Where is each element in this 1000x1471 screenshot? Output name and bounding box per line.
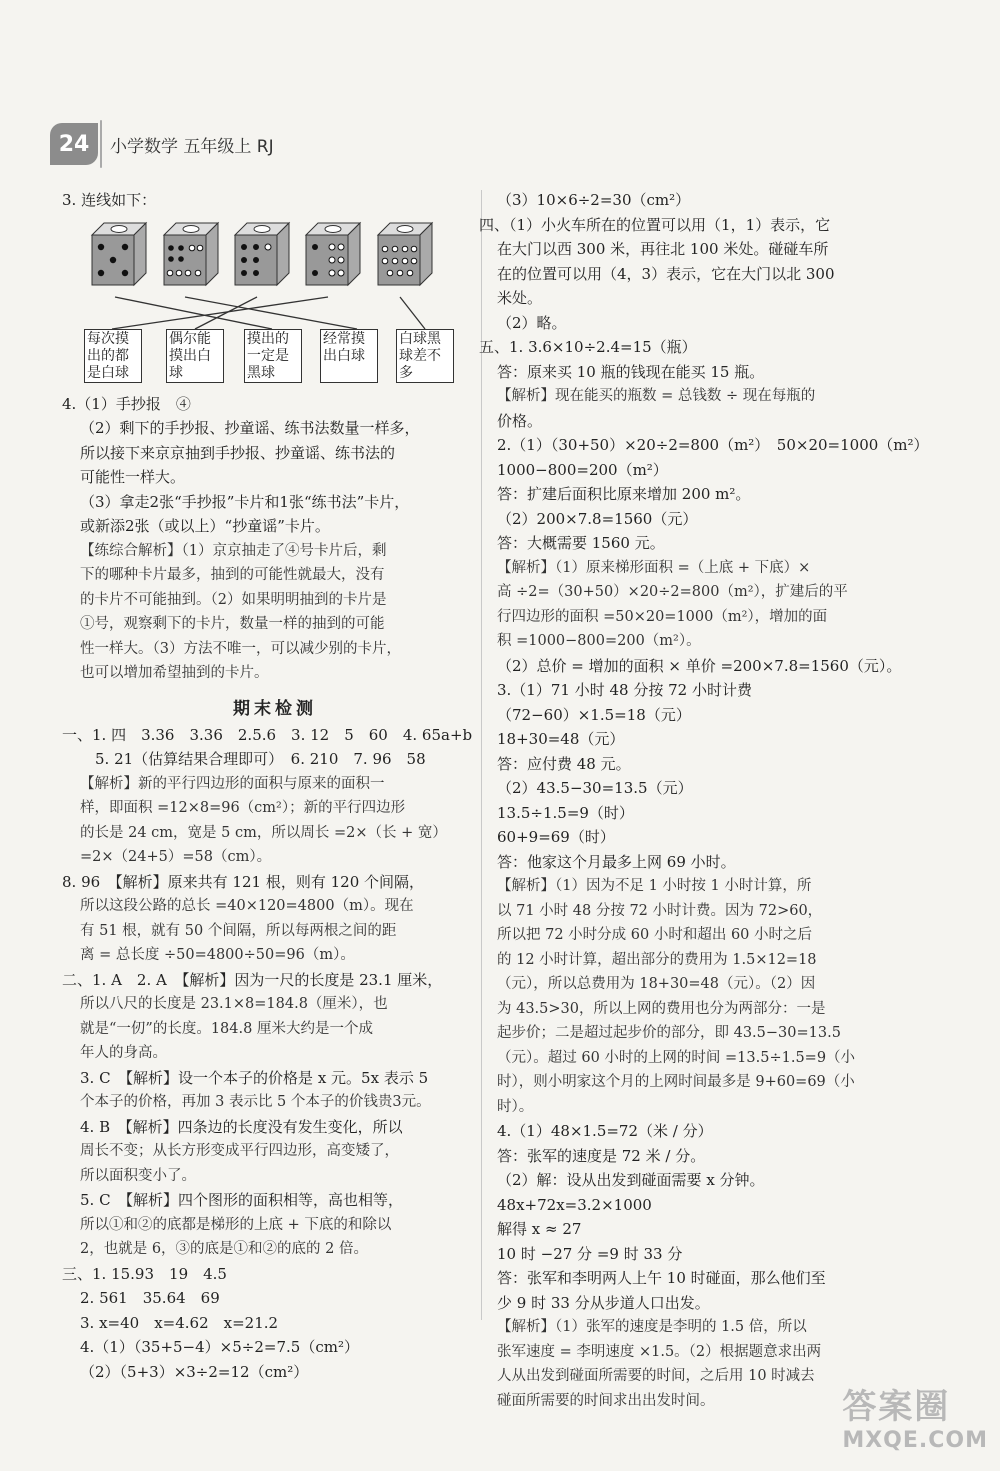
explanation-line: 所以①和②的底都是梯形的上底 + 下底的和除以	[80, 1216, 392, 1233]
header-divider	[100, 120, 102, 168]
text-line: 积 =1000−800=200（m²）。	[497, 633, 701, 649]
text-line: 在大门以西 300 米，再往北 100 米处。碰碰车所	[497, 240, 829, 258]
text-line: 3. x=40 x=4.62 x=21.2	[80, 1313, 279, 1332]
cube-icon	[302, 219, 362, 289]
text-line: 答：应付费 48 元。	[497, 754, 631, 773]
text-line: 所以把 72 小时分成 60 小时和超出 60 小时之后	[497, 927, 813, 943]
text-line: 答：扩建后面积比原来增加 200 m²。	[497, 485, 751, 503]
text-line: （2）（5+3）×3÷2=12（cm²）	[80, 1362, 309, 1381]
outcome-box: 经常摸出白球	[320, 329, 378, 383]
text-line: 价格。	[497, 411, 543, 430]
text-line: 行四边形的面积 =50×20=1000（m²），增加的面	[497, 608, 828, 625]
text-line: 高 ÷2=（30+50）×20÷2=800（m²），扩建后的平	[497, 584, 848, 600]
text-line: 48x+72x=3.2×1000	[497, 1195, 652, 1214]
explanation-line: 周长不变；从长方形变成平行四边形，高变矮了，	[80, 1143, 399, 1159]
q4-answer	[62, 392, 470, 686]
column-divider	[481, 190, 482, 1320]
text-line: 五、1. 3.6×10÷2.4=15（瓶）	[479, 338, 697, 356]
cube-icon	[160, 219, 220, 289]
explanation-line: 的长是 24 cm，宽是 5 cm，所以周长 =2×（长 + 宽）	[80, 824, 447, 841]
text-line: 碰面所需要的时间求出出发时间。	[497, 1392, 715, 1409]
exam-answers	[62, 723, 473, 1385]
section-title: 期末检测	[233, 698, 317, 719]
text-line: 二、1. A 2. A 【解析】因为一尺的长度是 23.1 厘米，	[62, 970, 443, 989]
text-line: 3.（1）71 小时 48 分按 72 小时计费	[497, 681, 752, 699]
text-line: 答：大概需要 1560 元。	[497, 534, 665, 552]
explanation-line: 下的哪种卡片最多，抽到的可能性就最大，没有	[80, 567, 385, 583]
cube-icon	[231, 219, 291, 289]
text-line: 1000−800=200（m²）	[497, 460, 668, 479]
text-line: 的 12 小时计算，超出部分的费用为 1.5×12=18	[497, 951, 817, 968]
text-line: 5. 21（估算结果合理即可） 6. 210 7. 96 58	[80, 750, 426, 768]
explanation-line: 【练综合解析】（1）京京抽走了④号卡片后，剩	[80, 542, 387, 559]
explanation-line: 就是“一仞”的长度。184.8 厘米大约是一个成	[80, 1020, 373, 1037]
text-line: 5. C 【解析】四个图形的面积相等，高也相等，	[80, 1191, 404, 1209]
text-line: 2.（1）（30+50）×20÷2=800（m²） 50×20=1000（m²）	[497, 436, 929, 454]
text-line: 60+9=69（时）	[497, 828, 615, 846]
outcome-box: 摸出的一定是黑球	[244, 329, 302, 383]
text-line: （2）略。	[497, 313, 567, 332]
text-line: （2）解：设从出发到碰面需要 x 分钟。	[497, 1171, 765, 1189]
text-line: 3. C 【解析】设一个本子的价格是 x 元。5x 表示 5	[80, 1068, 429, 1087]
text-line: 所以接下来京京抽到手抄报、抄童谣、练书法的	[80, 443, 396, 462]
cube-icon	[374, 219, 434, 289]
page-header	[50, 122, 274, 166]
text-line: 张军速度 = 李明速度 ×1.5。（2）根据题意求出两	[497, 1343, 822, 1360]
q3-title: 3. 连线如下：	[62, 191, 157, 209]
text-line: 4.（1）手抄报 ④	[62, 394, 191, 413]
text-line: 答：张军和李明两人上午 10 时碰面，那么他们至	[497, 1269, 826, 1287]
text-line: （2）43.5−30=13.5（元）	[497, 779, 693, 797]
cube-icon	[88, 219, 148, 289]
text-line: 8. 96 【解析】原来共有 121 根，则有 120 个间隔，	[62, 872, 425, 891]
explanation-line: 离 = 总长度 ÷50=4800÷50=96（m）。	[80, 947, 355, 963]
watermark-logo-text: 答案圈	[842, 1387, 951, 1427]
text-line: 答：他家这个月最多上网 69 小时。	[497, 852, 736, 871]
outcome-box: 白球黑球差不多	[396, 329, 454, 383]
explanation-line: 样，即面积 =12×8=96（cm²）；新的平行四边形	[80, 800, 406, 816]
explanation-line: 有 51 根，就有 50 个间隔，所以每两根之间的距	[80, 922, 397, 939]
text-line: 【解析】（1）因为不足 1 小时按 1 小时计算，所	[497, 878, 812, 894]
explanation-line: =2×（24+5）=58（cm）。	[80, 849, 272, 865]
text-line: （72−60）×1.5=18（元）	[497, 705, 691, 724]
text-line: 18+30=48（元）	[497, 730, 625, 748]
left-column	[62, 188, 473, 1384]
explanation-line: ①号，观察剩下的卡片，数量一样的抽到的可能	[80, 616, 385, 632]
text-line: 为 43.5>30，所以上网的费用也分为两部分：一是	[497, 1000, 826, 1017]
text-line: 时），则小明家这个月的上网时间最多是 9+60=69（小	[497, 1074, 855, 1090]
explanation-line: 性一样大。（3）方法不唯一，可以减少别的卡片，	[80, 640, 401, 657]
outcome-box: 偶尔能摸出白球	[166, 329, 224, 383]
outcome-box: 每次摸出的都是白球	[84, 329, 142, 383]
text-line: （元）。超过 60 小时的上网的时间 =13.5÷1.5=9（小	[497, 1049, 856, 1066]
text-line: 时）。	[497, 1098, 534, 1115]
text-line: 人从出发到碰面所需要的时间，之后用 10 时减去	[497, 1368, 815, 1384]
text-line: 解得 x ≈ 27	[497, 1220, 582, 1238]
text-line: 【解析】（1）张军的速度是李明的 1.5 倍，所以	[497, 1319, 807, 1335]
text-line: 【解析】（1）原来梯形面积 =（上底 + 下底）×	[497, 559, 811, 576]
watermark-url: MXQE.COM	[842, 1428, 988, 1453]
text-line: 2. 561 35.64 69	[80, 1289, 220, 1307]
text-line: 三、1. 15.93 19 4.5	[62, 1264, 227, 1283]
text-line: 米处。	[497, 289, 543, 307]
text-line: （元），所以总费用为 18+30=48（元）。（2）因	[497, 976, 816, 992]
text-line: 一、1. 四 3.36 3.36 2.5.6 3. 12 5 60 4. 65a+b	[62, 725, 473, 744]
text-line: （3）10×6÷2=30（cm²）	[497, 191, 691, 209]
text-line: 四、（1）小火车所在的位置可以用（1，1）表示，它	[479, 215, 831, 234]
explanation-line: 年人的身高。	[80, 1045, 167, 1061]
explanation-line: 2，也就是 6，③的底是①和②的底的 2 倍。	[80, 1241, 369, 1257]
text-line: 可能性一样大。	[80, 468, 186, 486]
text-line: 4.（1）（35+5−4）×5÷2=7.5（cm²）	[80, 1338, 359, 1356]
explanation-line: 个本子的价格，再加 3 表示比 5 个本子的价钱贵3元。	[80, 1094, 431, 1110]
matching-diagram	[80, 219, 470, 384]
explanation-line: 【解析】新的平行四边形的面积与原来的面积一	[80, 775, 385, 792]
text-line: 答：原来买 10 瓶的钱现在能买 15 瓶。	[497, 362, 765, 381]
text-line: 10 时 −27 分 =9 时 33 分	[497, 1244, 683, 1263]
text-line: （2）剩下的手抄报、抄童谣、练书法数量一样多，	[80, 419, 420, 437]
text-line: （3）拿走2张“手抄报”卡片和1张“练书法”卡片，	[80, 492, 410, 511]
text-line: 【解析】现在能买的瓶数 = 总钱数 ÷ 现在每瓶的	[497, 388, 816, 404]
text-line: 或新添2张（或以上）“抄童谣”卡片。	[80, 517, 330, 535]
explanation-line: 所以八尺的长度是 23.1×8=184.8（厘米），也	[80, 996, 388, 1012]
text-line: 少 9 时 33 分从步道人口出发。	[497, 1293, 710, 1312]
book-title: 小学数学 五年级上 RJ	[110, 136, 274, 157]
text-line: 13.5÷1.5=9（时）	[497, 803, 634, 822]
explanation-line: 的卡片不可能抽到。（2）如果明明抽到的卡片是	[80, 591, 387, 608]
explanation-line: 所以这段公路的总长 =40×120=4800（m）。现在	[80, 898, 414, 914]
text-line: 以 71 小时 48 分按 72 小时计费。因为 72>60，	[497, 902, 823, 919]
page-number-badge: 24	[50, 123, 98, 165]
text-line: （2）200×7.8=1560（元）	[497, 509, 698, 528]
text-line: 答：张军的速度是 72 米 / 分。	[497, 1146, 706, 1165]
explanation-line: 也可以增加希望抽到的卡片。	[80, 665, 269, 681]
text-line: 起步价；二是超过起步价的部分，即 43.5−30=13.5	[497, 1025, 841, 1041]
site-watermark	[842, 1379, 988, 1453]
text-line: 4. B 【解析】四条边的长度没有发生变化，所以	[80, 1117, 403, 1136]
text-line: 4.（1）48×1.5=72（米 / 分）	[497, 1122, 713, 1140]
text-line: 在的位置可以用（4，3）表示，它在大门以北 300	[497, 264, 835, 283]
text-line: （2）总价 = 增加的面积 × 单价 =200×7.8=1560（元）。	[497, 656, 902, 675]
explanation-line: 所以面积变小了。	[80, 1167, 196, 1184]
